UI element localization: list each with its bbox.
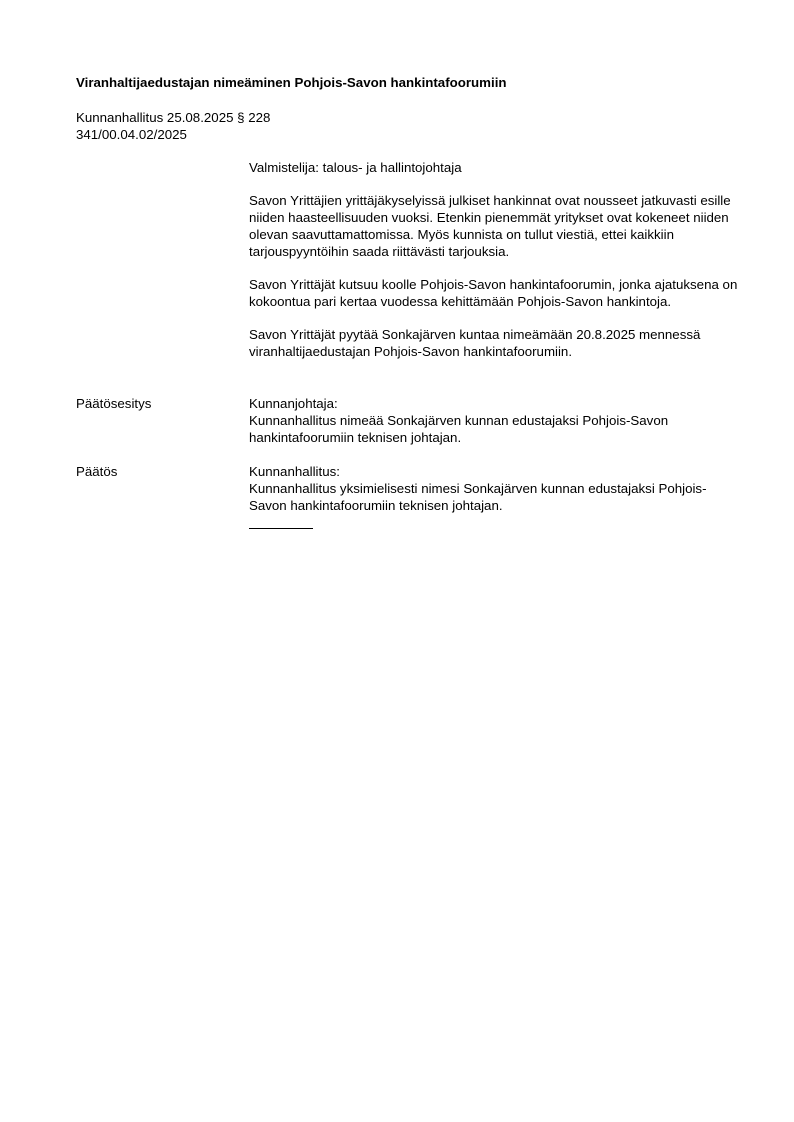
preparation-section xyxy=(249,159,741,360)
body-paragraph: Savon Yrittäjien yrittäjäkyselyissä julkiset hankinnat ovat nousseet jatkuvasti esille niiden haasteellisuuden vuoksi. Etenkin pienemmät yritykset ovat kokeneet niiden olevan saavuttamattomissa. Myös kunnista on tullut viestiä, ettei kaikkiin tarjouspyyntöihin saada riittävästi tarjouksia. xyxy=(249,193,731,259)
record-number: 341/00.04.02/2025 xyxy=(76,127,187,142)
meeting-reference: Kunnanhallitus 25.08.2025 § 228 xyxy=(76,110,271,125)
document-title: Viranhaltijaedustajan nimeäminen Pohjois-Savon hankintafoorumiin xyxy=(76,75,507,90)
body-paragraph: Savon Yrittäjät pyytää Sonkajärven kuntaa nimeämään 20.8.2025 mennessä viranhaltijaedustajan Pohjois-Savon hankintafoorumiin. xyxy=(249,327,701,359)
proposal-speaker: Kunnanjohtaja: xyxy=(249,396,338,411)
document-meta xyxy=(76,109,270,143)
decision-speaker: Kunnanhallitus: xyxy=(249,464,340,479)
decision-content xyxy=(249,463,741,514)
proposal-label: Päätösesitys xyxy=(76,396,152,411)
end-divider xyxy=(249,528,313,529)
preparer-line: Valmistelija: talous- ja hallintojohtaja xyxy=(249,160,462,175)
decision-text: Kunnanhallitus yksimielisesti nimesi Sonkajärven kunnan edustajaksi Pohjois-Savon hankintafoorumiin teknisen johtajan. xyxy=(249,481,707,513)
decision-label: Päätös xyxy=(76,464,118,479)
proposal-content xyxy=(249,395,741,446)
proposal-text: Kunnanhallitus nimeää Sonkajärven kunnan edustajaksi Pohjois-Savon hankintafoorumiin teknisen johtajan. xyxy=(249,413,669,445)
body-paragraph: Savon Yrittäjät kutsuu koolle Pohjois-Savon hankintafoorumin, jonka ajatuksena on kokoontua pari kertaa vuodessa kehittämään Pohjois-Savon hankintoja. xyxy=(249,277,738,309)
